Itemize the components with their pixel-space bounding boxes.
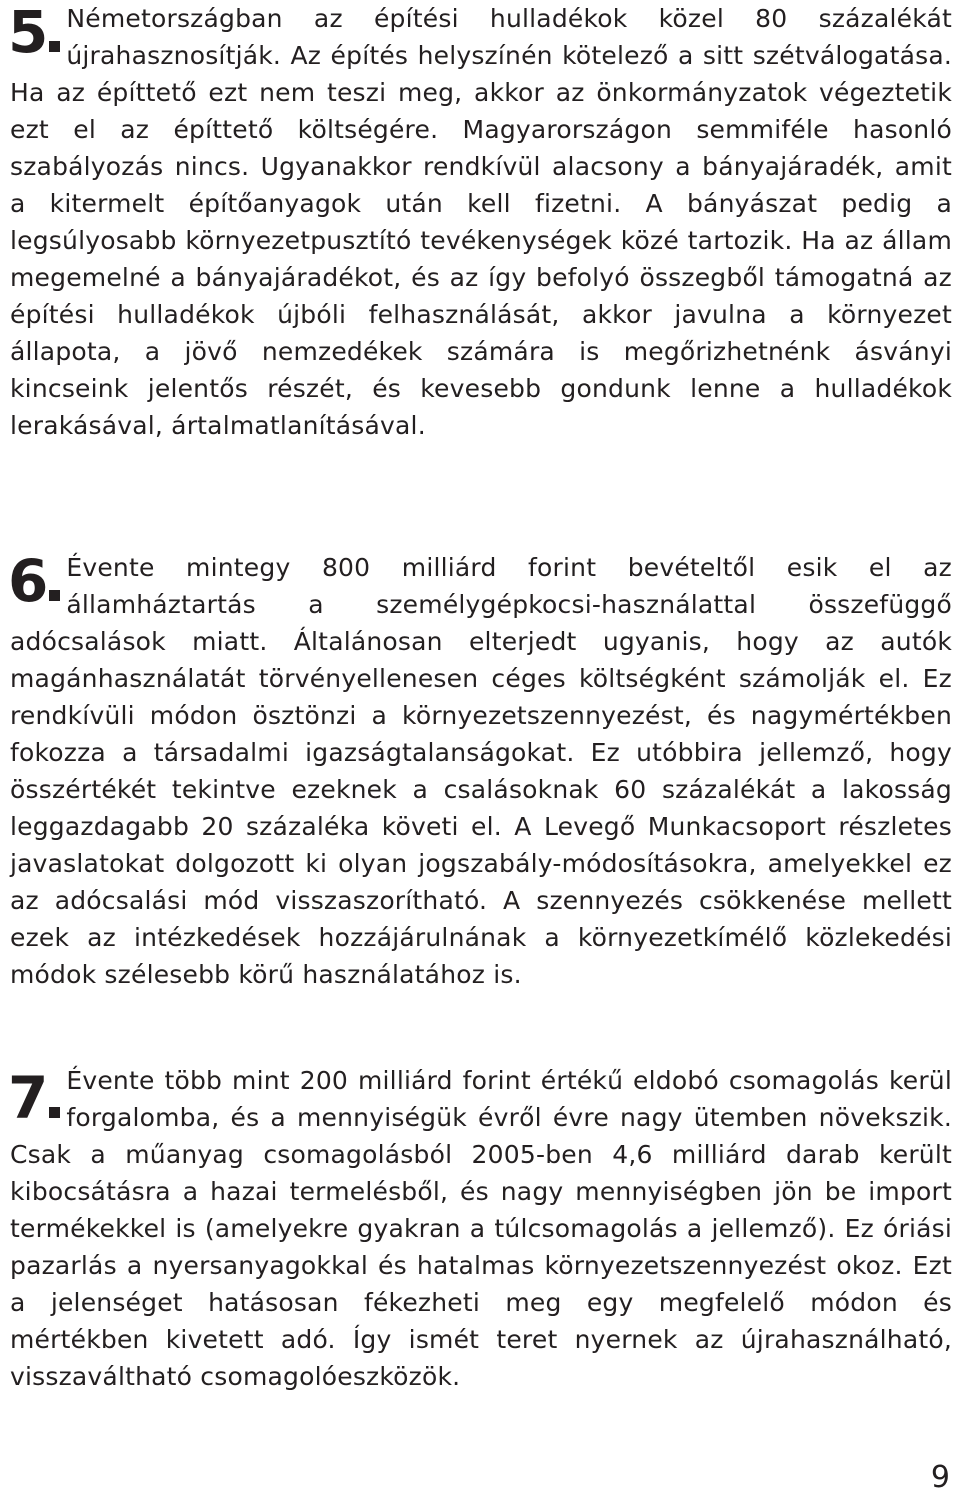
section-6-number: 6 (8, 553, 60, 609)
section-5-paragraph (10, 0, 952, 444)
page-number: 9 (930, 1460, 950, 1495)
square-bullet-icon (49, 1107, 60, 1118)
section-6-text: Évente mintegy 800 milliárd forint bevételtől esik el az államháztartás a személygépkocsi-használattal összefüggő adócsalások miatt. Általánosan elterjedt ugyanis, hogy az autók magánhasználatát törvényellenesen céges költségként számolják el. Ez rendkívüli módon ösztönzi a környezetszennyezést, és nagymértékben fokozza a társadalmi igazságtalanságokat. Ez utóbbira jellemző, hogy összértékét tekintve ezeknek a csalásoknak 60 százalékát a lakosság leggazdagabb 20 százaléka követi el. A Levegő Munkacsoport részletes javaslatokat dolgozott ki olyan jogszabály-módosításokra, amelyekkel ez az adócsalási mód visszaszorítható. A szennyezés csökkenése mellett ezek az intézkedések hozzájárulnának a környezetkímélő közlekedési módok szélesebb körű használatához is. (10, 553, 952, 989)
square-bullet-icon (49, 41, 60, 52)
section-6 (10, 549, 952, 993)
section-7-number: 7 (8, 1070, 60, 1126)
square-bullet-icon (49, 590, 60, 601)
section-5 (10, 0, 952, 444)
section-6-paragraph (10, 549, 952, 993)
section-7-text: Évente több mint 200 milliárd forint értékű eldobó csomagolás kerül forgalomba, és a mennyiségük évről évre nagy ütemben növekszik. Csak a műanyag csomagolásból 2005-ben 4,6 milliárd darab került kibocsátásra a hazai termelésből, és nagy mennyiségben jön be import termékekkel is (amelyekre gyakran a túlcsomagolás a jellemző). Ez óriási pazarlás a nyersanyagokkal és hatalmas környezetszennyezést okoz. Ezt a jelenséget hatásosan fékezheti meg egy megfelelő módon és mértékben kivetett adó. Így ismét teret nyernek az újrahasználható, visszaváltható csomagolóeszközök. (10, 1066, 952, 1391)
section-5-text: Németországban az építési hulladékok közel 80 százalékát újrahasznosítják. Az építés helyszínén kötelező a sitt szétválogatása. Ha az építtető ezt nem teszi meg, akkor az önkormányzatok végeztetik ezt el az építtető költségére. Magyarországon semmiféle hasonló szabályozás nincs. Ugyanakkor rendkívül alacsony a bányajáradék, amit a kitermelt építőanyagok után kell fizetni. A bányászat pedig a legsúlyosabb környezetpusztító tevékenységek közé tartozik. Ha az állam megemelné a bányajáradékot, és az így befolyó összegből támogatná az építési hulladékok újbóli felhasználását, akkor javulna a környezet állapota, a jövő nemzedékek számára is megőrizhetnénk ásványi kincseink jelentős részét, és kevesebb gondunk lenne a hulladékok lerakásával, ártalmatlanításával. (10, 4, 952, 440)
section-5-number: 5 (8, 4, 60, 60)
section-7-paragraph (10, 1062, 952, 1395)
section-7 (10, 1062, 952, 1395)
